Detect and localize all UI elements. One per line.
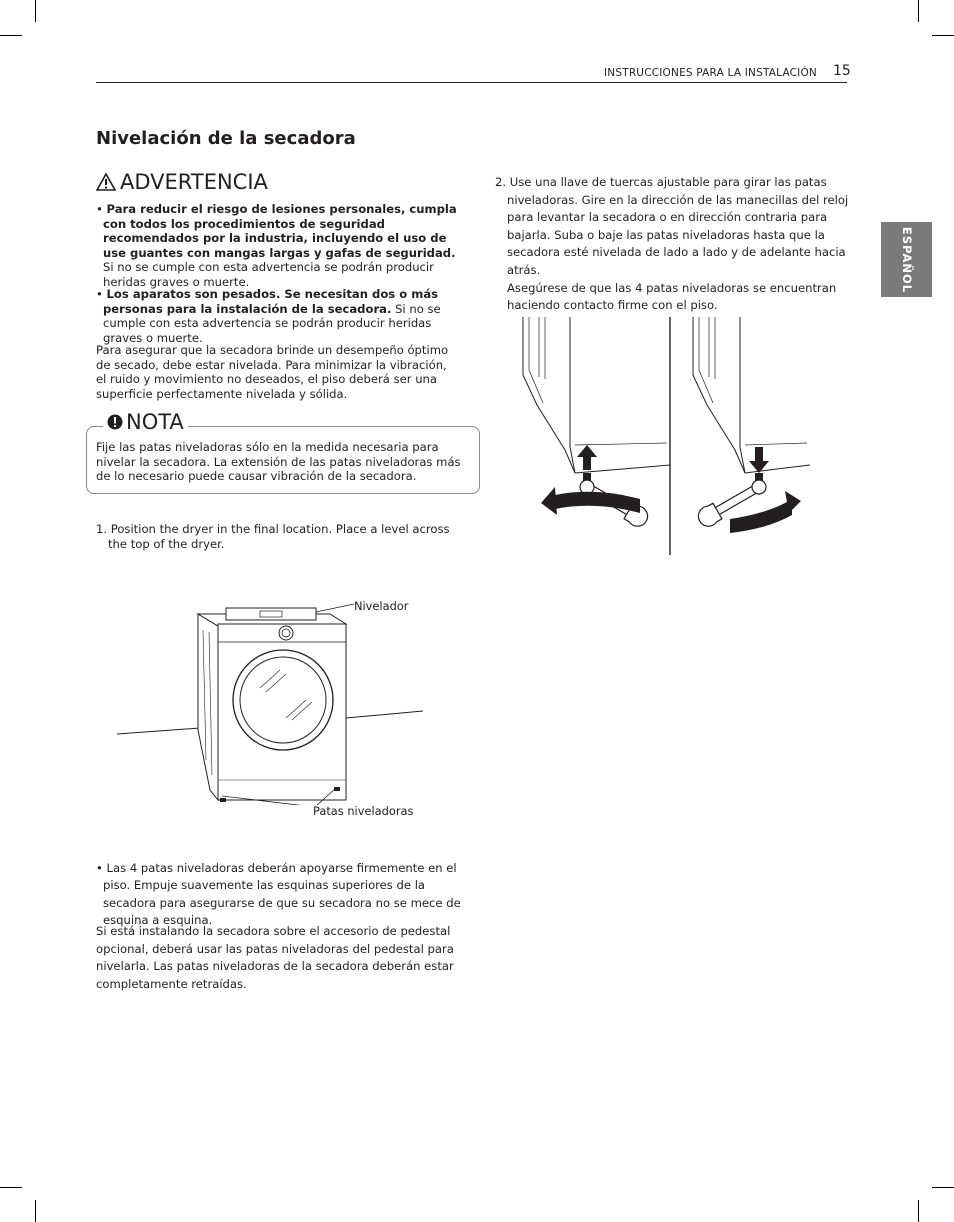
exclamation-circle-icon — [107, 414, 123, 430]
page-number: 15 — [833, 63, 851, 79]
warning-heading — [96, 170, 268, 194]
wrench-adjust-illustration — [515, 315, 815, 560]
feet-bullet: • Las 4 patas niveladoras deberán apoyarse firmemente en el piso. Empuje suavemente las esquinas superiores de la secadora para asegurarse de que su secadora no se mece de esquina a esquina. — [96, 861, 461, 928]
crop-mark — [0, 1187, 22, 1188]
crop-mark — [35, 0, 36, 22]
warning-bullet: • Para reducir el riesgo de lesiones personales, cumpla con todos los procedimientos de seguridad recomendados por la industria, incluyendo el uso de use guantes con mangas largas y gafas de seguridad. Si no se cumple con esta advertencia se podrán producir heridas graves o muerte. — [96, 202, 457, 289]
header-section-title: INSTRUCCIONES PARA LA INSTALACIÓN — [603, 67, 817, 79]
page-title: Nivelación de la secadora — [96, 128, 356, 149]
crop-mark — [35, 1200, 36, 1222]
warning-bullet-bold: Para reducir el riesgo de lesiones personales, cumpla con todos los procedimientos de seguridad recomendados por la industria, incluyendo el uso de use guantes con mangas largas y gafas de seguridad. — [103, 202, 457, 260]
language-tab — [881, 222, 932, 297]
crop-mark — [918, 0, 919, 22]
note-title: NOTA — [126, 410, 184, 434]
intro-paragraph: Para asegurar que la secadora brinde un desempeño óptimo de secado, debe estar nivelada. Para minimizar la vibración, el ruido y movimiento no deseados, el piso deberá ser una superficie perfectamente nivelada y sólida. — [96, 343, 449, 401]
crop-mark — [932, 35, 954, 36]
dryer-leveling-illustration — [110, 590, 440, 805]
step-2-extra: Asegúrese de que las 4 patas niveladoras se encuentran haciendo contacto firme con el piso. — [507, 280, 837, 313]
warning-bullet-text: Si no se cumple con esta advertencia se podrán producir heridas graves o muerte. — [103, 301, 441, 345]
crop-mark — [918, 1200, 919, 1222]
figure-label-leveler: Nivelador — [354, 599, 409, 613]
step-1: 1. Position the dryer in the final location. Place a level across the top of the dryer. — [96, 522, 450, 552]
crop-mark — [932, 1187, 954, 1188]
warning-title: ADVERTENCIA — [120, 170, 268, 194]
warning-triangle-icon — [96, 173, 116, 191]
step-2-text: 2. Use una llave de tuercas ajustable para girar las patas niveladoras. Gire en la dirección de las manecillas del reloj para levantar la secadora o en dirección contraria para bajarla. Suba o baje las patas niveladoras hasta que la secadora esté nivelada de lado a lado y de adelante hacia atrás. — [495, 175, 849, 277]
header-divider — [96, 82, 847, 83]
step-2 — [495, 174, 869, 315]
warning-bullet-text: Si no se cumple con esta advertencia se podrán producir heridas graves o muerte. — [103, 260, 434, 289]
warning-bullet: • Los aparatos son pesados. Se necesitan dos o más personas para la instalación de la secadora. Si no se cumple con esta advertencia se podrán producir heridas graves o muerte. — [96, 287, 441, 345]
crop-mark — [0, 35, 22, 36]
figure-label-feet: Patas niveladoras — [313, 804, 414, 818]
language-tab-label: ESPAÑOL — [899, 226, 914, 293]
warning-bullet-bold: Los aparatos son pesados. Se necesitan dos o más personas para la instalación de la secadora. — [103, 287, 439, 316]
note-text: Fije las patas niveladoras sólo en la medida necesaria para nivelar la secadora. La extensión de las patas niveladoras más de lo necesario puede causar vibración de la secadora. — [96, 440, 461, 484]
pedestal-paragraph: Si está instalando la secadora sobre el accesorio de pedestal opcional, deberá usar las patas niveladoras del pedestal para nivelarla. Las patas niveladoras de la secadora deberán estar completamente retraídas. — [96, 924, 454, 991]
note-heading — [103, 410, 188, 434]
